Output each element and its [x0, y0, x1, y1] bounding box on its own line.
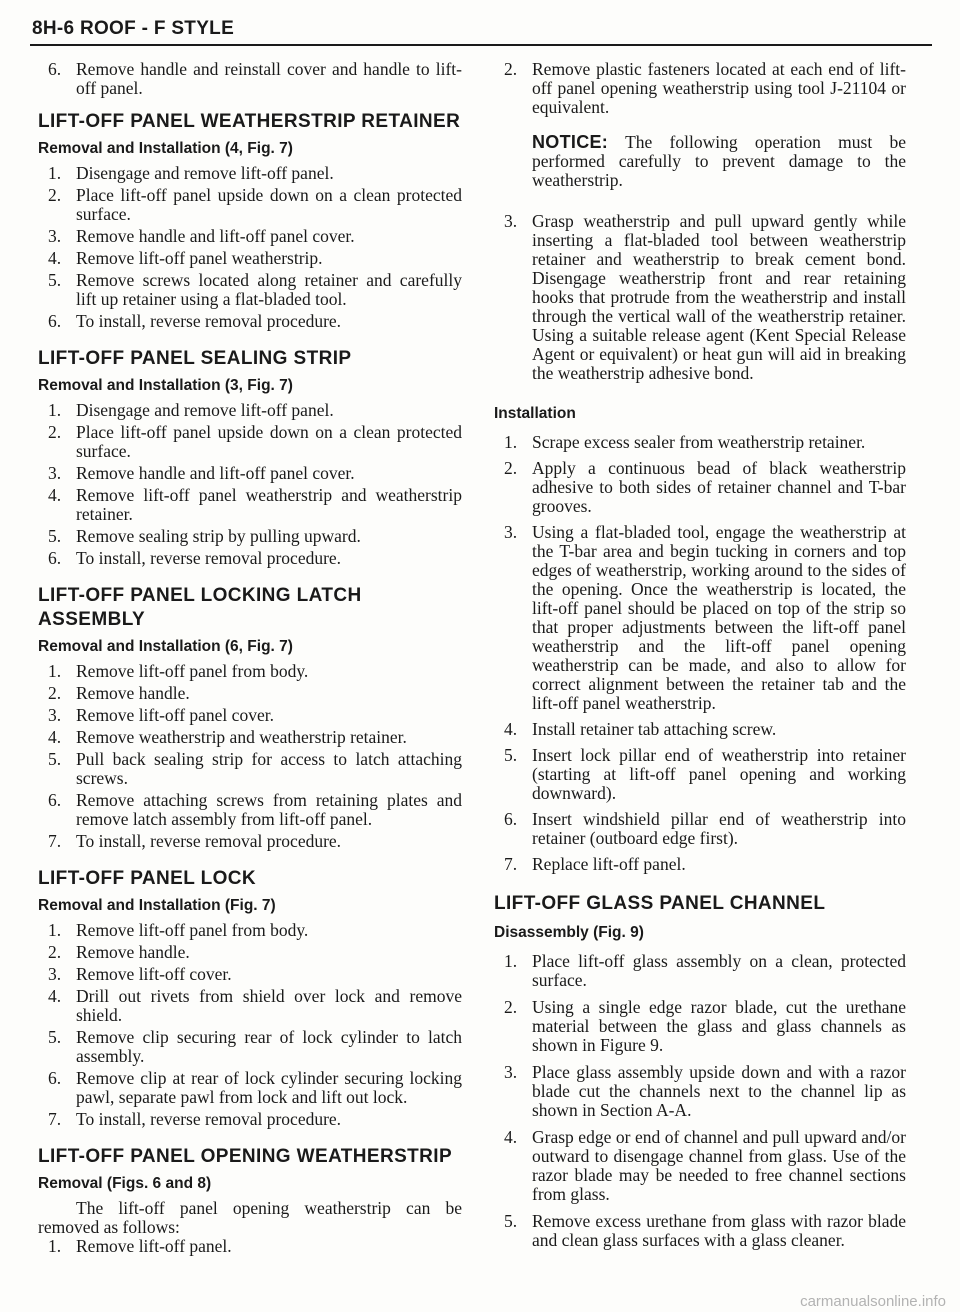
- step-text: Pull back sealing strip for access to latch attaching screws.: [76, 749, 462, 788]
- step-number: 1.: [504, 951, 518, 971]
- notice-label: NOTICE:: [532, 132, 609, 152]
- section-heading: LIFT-OFF GLASS PANEL CHANNEL: [494, 893, 826, 914]
- step-number: 5.: [48, 1027, 62, 1047]
- continued-steps: [38, 60, 462, 98]
- step-text: Remove handle.: [76, 683, 190, 703]
- subsection-heading: Disassembly (Fig. 9): [494, 924, 644, 941]
- step-text: Remove plastic fasteners located at each end of lift-off panel opening weatherstrip using tool J-21104 or equivalent.: [532, 59, 906, 117]
- step-text: Disengage and remove lift-off panel.: [76, 400, 334, 420]
- step: [494, 1063, 906, 1120]
- step-number: 5.: [504, 745, 518, 765]
- step-number: 2.: [48, 185, 62, 205]
- step-text: Grasp weatherstrip and pull upward gently while inserting a flat-bladed tool between weatherstrip retainer and weatherstrip to break cement bond. Disengage weatherstrip front and rear retaining hooks that protrude from the weatherstrip and install through the vertical wall of the weatherstrip retainer. Using a suitable release agent (Kent Special Release Agent or equivalent) or heat gun will aid in breaking the weatherstrip adhesive bond.: [532, 211, 906, 383]
- subsection-heading: Removal and Installation (3, Fig. 7): [38, 377, 293, 394]
- procedure-steps: [494, 952, 906, 1250]
- step-number: 1.: [504, 432, 518, 452]
- step: [38, 706, 462, 725]
- step: [494, 952, 906, 990]
- section-heading: LIFT-OFF PANEL WEATHERSTRIP RETAINER: [38, 111, 461, 132]
- step: [38, 728, 462, 747]
- page-header: [30, 14, 932, 46]
- left-column: [38, 60, 462, 1256]
- step: [38, 486, 462, 524]
- step: [38, 791, 462, 829]
- step-text: Remove attaching screws from retaining plates and remove latch assembly from lift-off panel.: [76, 790, 462, 829]
- step-number: 2.: [504, 997, 518, 1017]
- section-heading: LIFT-OFF PANEL OPENING WEATHERSTRIP: [38, 1146, 453, 1167]
- subsection-heading: Installation: [494, 405, 576, 422]
- step: [494, 1212, 906, 1250]
- step: [494, 998, 906, 1055]
- subsection-heading: Removal and Installation (4, Fig. 7): [38, 140, 293, 157]
- step: [38, 1237, 462, 1256]
- procedure-steps: [38, 1237, 462, 1256]
- step: [38, 662, 462, 681]
- step-text: Remove clip at rear of lock cylinder securing locking pawl, separate pawl from lock and lift out lock.: [76, 1068, 462, 1107]
- step-number: 1.: [48, 163, 62, 183]
- step: [38, 1110, 462, 1129]
- right-column: [494, 60, 906, 1250]
- notice: [494, 133, 906, 190]
- step: [38, 832, 462, 851]
- step-number: 3.: [48, 705, 62, 725]
- step-number: 7.: [504, 854, 518, 874]
- step: [38, 249, 462, 268]
- step-number: 4.: [48, 248, 62, 268]
- step-text: Place lift-off panel upside down on a clean protected surface.: [76, 422, 462, 461]
- step-text: Remove handle and reinstall cover and handle to lift-off panel.: [76, 59, 462, 98]
- step: [494, 720, 906, 739]
- step: [38, 987, 462, 1025]
- step-text: Remove clip securing rear of lock cylinder to latch assembly.: [76, 1027, 462, 1066]
- step-number: 4.: [48, 986, 62, 1006]
- step-number: 5.: [48, 270, 62, 290]
- step-text: Using a flat-bladed tool, engage the weatherstrip at the T-bar area and begin tucking in corners and top edges of weatherstrip, working around to the sides of the opening. Once the weatherstrip is located, the lift-off panel should be placed on top of the strip so that proper adjustments between the lift-off panel weatherstrip and the lift-off panel opening weatherstrip can be made, and also to allow for correct alignment between the retainer tab and the lift-off panel weatherstrip.: [532, 522, 906, 713]
- step-number: 6.: [48, 790, 62, 810]
- step-number: 1.: [48, 661, 62, 681]
- procedure-steps: [494, 212, 906, 383]
- step-number: 3.: [504, 211, 518, 231]
- step-number: 4.: [504, 719, 518, 739]
- step-text: Remove weatherstrip and weatherstrip retainer.: [76, 727, 407, 747]
- step-number: 3.: [504, 1062, 518, 1082]
- step-number: 7.: [48, 1109, 62, 1129]
- step: [38, 549, 462, 568]
- step-text: Remove lift-off panel weatherstrip and weatherstrip retainer.: [76, 485, 462, 524]
- step: [38, 464, 462, 483]
- step-text: Remove handle and lift-off panel cover.: [76, 463, 355, 483]
- step: [38, 943, 462, 962]
- step-number: 5.: [48, 749, 62, 769]
- step-number: 6.: [48, 59, 62, 79]
- step: [38, 164, 462, 183]
- step-text: Remove handle.: [76, 942, 190, 962]
- step: [38, 423, 462, 461]
- step: [494, 746, 906, 803]
- step: [494, 855, 906, 874]
- subsection-heading: Removal and Installation (Fig. 7): [38, 897, 276, 914]
- procedure-steps: [38, 921, 462, 1129]
- step-number: 3.: [48, 226, 62, 246]
- watermark: carmanualsonline.info: [800, 1293, 946, 1310]
- step-number: 5.: [48, 526, 62, 546]
- procedure-steps: [494, 433, 906, 874]
- step-text: Grasp edge or end of channel and pull upward and/or outward to disengage channel from glass. Use of the razor blade may be needed to free channel sections from glass.: [532, 1127, 906, 1204]
- step-number: 4.: [48, 485, 62, 505]
- step: [38, 965, 462, 984]
- section-heading: LIFT-OFF PANEL LOCKING LATCH ASSEMBLY: [38, 585, 362, 630]
- procedure-steps: [38, 401, 462, 568]
- step: [38, 312, 462, 331]
- step-number: 4.: [48, 727, 62, 747]
- step-number: 2.: [48, 422, 62, 442]
- page-title: 8H-6 ROOF - F STYLE: [32, 18, 235, 39]
- step-number: 6.: [48, 1068, 62, 1088]
- step-text: Using a single edge razor blade, cut the urethane material between the glass and glass channels as shown in Figure 9.: [532, 997, 906, 1055]
- section-heading: LIFT-OFF PANEL SEALING STRIP: [38, 348, 352, 369]
- step-number: 1.: [48, 400, 62, 420]
- step-text: To install, reverse removal procedure.: [76, 831, 342, 851]
- step-text: Scrape excess sealer from weatherstrip retainer.: [532, 432, 866, 452]
- step-text: Remove handle and lift-off panel cover.: [76, 226, 355, 246]
- subsection-heading: Removal and Installation (6, Fig. 7): [38, 638, 293, 655]
- procedure-steps: [38, 164, 462, 331]
- step: [38, 527, 462, 546]
- step-text: Remove lift-off panel cover.: [76, 705, 274, 725]
- step-number: 6.: [48, 311, 62, 331]
- step-number: 3.: [504, 522, 518, 542]
- step-text: Remove lift-off cover.: [76, 964, 232, 984]
- step: [494, 60, 906, 117]
- step: [38, 186, 462, 224]
- step-text: Remove screws located along retainer and carefully lift up retainer using a flat-bladed tool.: [76, 270, 462, 309]
- step-number: 2.: [504, 59, 518, 79]
- subsection-heading: Removal (Figs. 6 and 8): [38, 1175, 212, 1192]
- step-number: 5.: [504, 1211, 518, 1231]
- step-text: Remove lift-off panel.: [76, 1236, 232, 1256]
- step: [494, 212, 906, 383]
- step-text: Remove lift-off panel weatherstrip.: [76, 248, 323, 268]
- section-heading: LIFT-OFF PANEL LOCK: [38, 868, 256, 889]
- step-text: To install, reverse removal procedure.: [76, 311, 342, 331]
- step: [38, 1069, 462, 1107]
- step: [494, 1128, 906, 1204]
- step: [38, 271, 462, 309]
- step-text: Remove lift-off panel from body.: [76, 920, 309, 940]
- step: [38, 401, 462, 420]
- step-number: 6.: [48, 548, 62, 568]
- step: [494, 523, 906, 713]
- step-text: Insert lock pillar end of weatherstrip into retainer (starting at lift-off panel opening and working downward).: [532, 745, 906, 803]
- step-number: 2.: [504, 458, 518, 478]
- notice-text: The following operation must be performed carefully to prevent damage to the weatherstrip.: [532, 132, 906, 190]
- step-text: To install, reverse removal procedure.: [76, 548, 342, 568]
- step-text: Drill out rivets from shield over lock and remove shield.: [76, 986, 462, 1025]
- step-text: Place glass assembly upside down and with a razor blade cut the channels next to the channel lip as shown in Section A-A.: [532, 1062, 906, 1120]
- step-text: To install, reverse removal procedure.: [76, 1109, 342, 1129]
- step-number: 6.: [504, 809, 518, 829]
- step: [494, 459, 906, 516]
- step-text: Place lift-off glass assembly on a clean, protected surface.: [532, 951, 906, 990]
- step: [494, 810, 906, 848]
- step-text: Remove lift-off panel from body.: [76, 661, 309, 681]
- step-number: 2.: [48, 942, 62, 962]
- procedure-steps: [494, 60, 906, 117]
- step-number: 1.: [48, 920, 62, 940]
- step-text: Remove sealing strip by pulling upward.: [76, 526, 361, 546]
- step-text: Install retainer tab attaching screw.: [532, 719, 777, 739]
- step-text: Remove excess urethane from glass with razor blade and clean glass surfaces with a glass cleaner.: [532, 1211, 906, 1250]
- step: [38, 1028, 462, 1066]
- step-text: Disengage and remove lift-off panel.: [76, 163, 334, 183]
- step-text: Replace lift-off panel.: [532, 854, 686, 874]
- step: [38, 750, 462, 788]
- step: [494, 433, 906, 452]
- step-text: Apply a continuous bead of black weatherstrip adhesive to both sides of retainer channel and T-bar grooves.: [532, 458, 906, 516]
- step-number: 1.: [48, 1236, 62, 1256]
- step-number: 7.: [48, 831, 62, 851]
- step: [38, 227, 462, 246]
- step-number: 4.: [504, 1127, 518, 1147]
- procedure-steps: [38, 662, 462, 851]
- step: [38, 684, 462, 703]
- step: [38, 60, 462, 98]
- step: [38, 921, 462, 940]
- step-number: 2.: [48, 683, 62, 703]
- step-text: Place lift-off panel upside down on a clean protected surface.: [76, 185, 462, 224]
- step-text: Insert windshield pillar end of weatherstrip into retainer (outboard edge first).: [532, 809, 906, 848]
- step-number: 3.: [48, 964, 62, 984]
- step-number: 3.: [48, 463, 62, 483]
- intro-paragraph: The lift-off panel opening weatherstrip can be removed as follows:: [38, 1198, 462, 1237]
